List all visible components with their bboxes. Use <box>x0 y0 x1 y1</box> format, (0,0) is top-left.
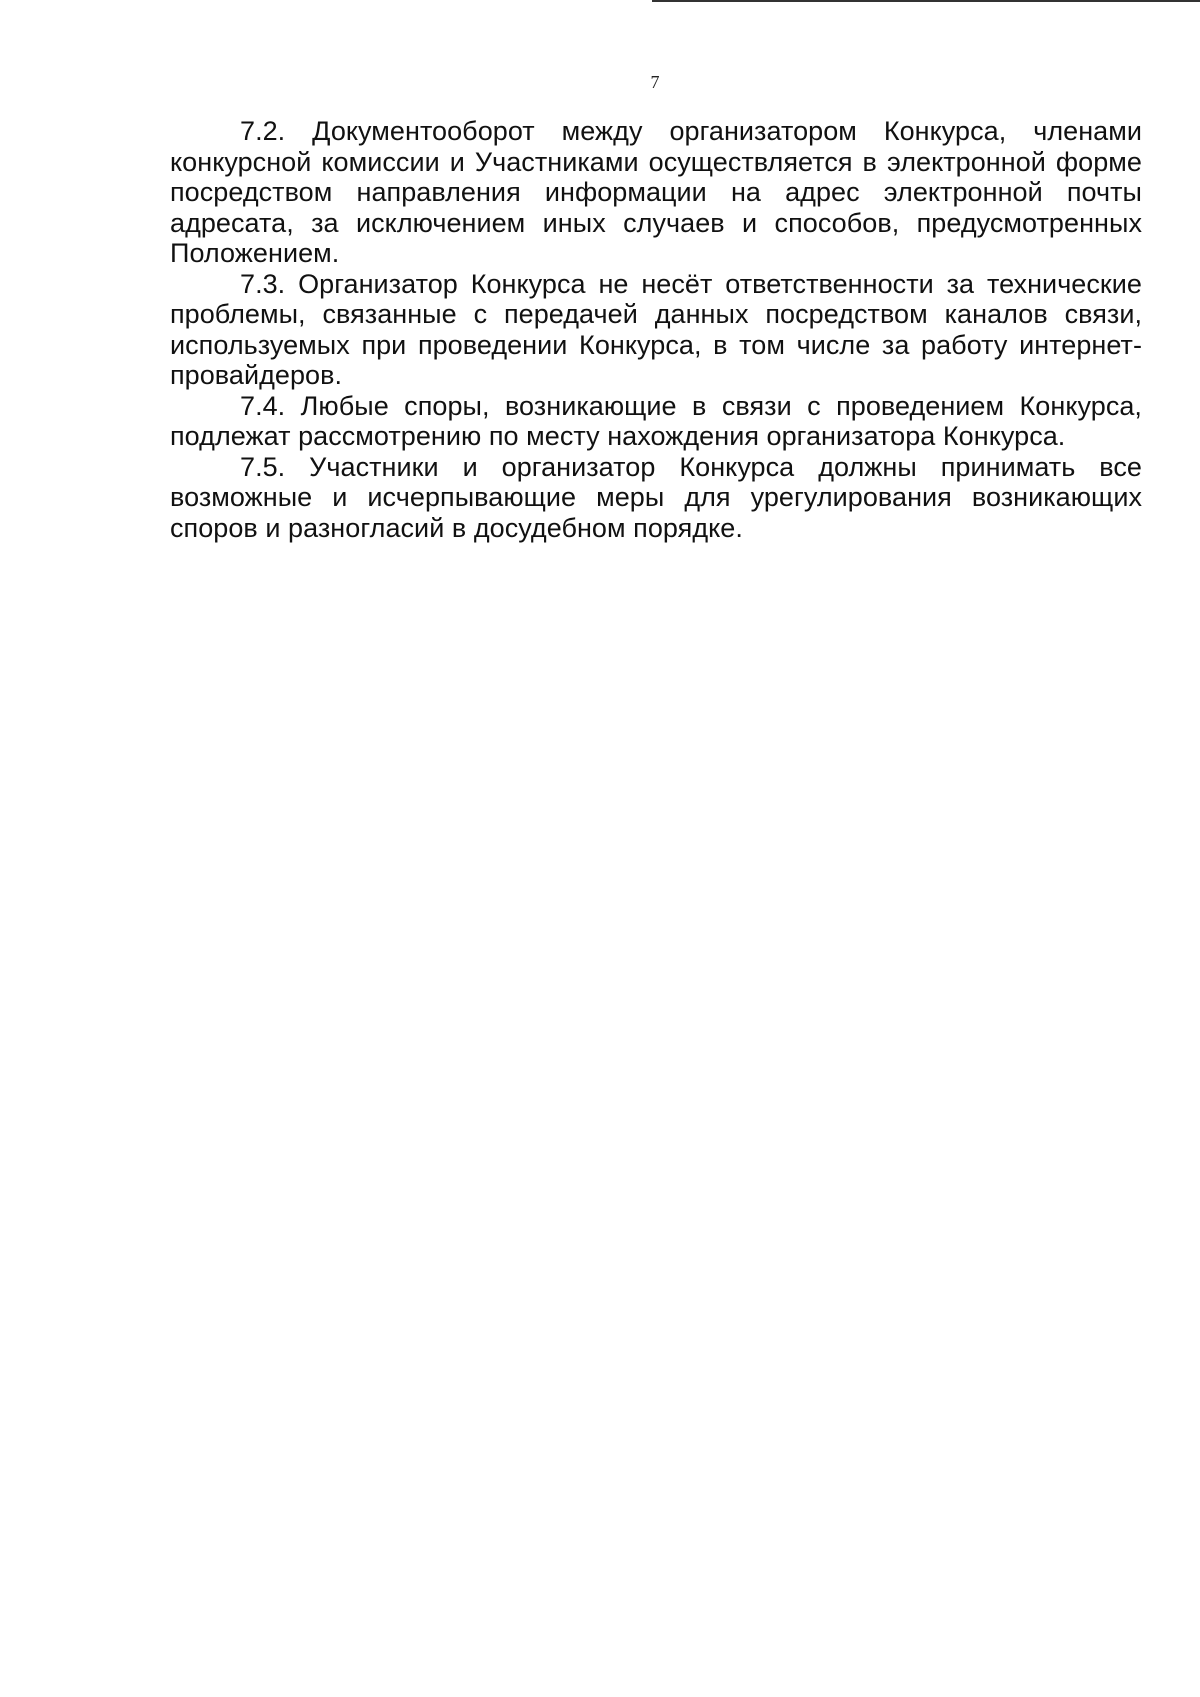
paragraph-7-4: 7.4. Любые споры, возникающие в связи с проведением Конкурса, подлежат рассмотрению по месту нахождения организатора Конкурса. <box>170 390 1142 451</box>
scan-top-edge-line <box>652 0 1200 2</box>
paragraph-7-2: 7.2. Документооборот между организатором Конкурса, членами конкурсной комиссии и Участниками осуществляется в электронной форме посредством направления информации на адрес электронной почты адресата, за исключением иных случаев и способов, предусмотренных Положением. <box>170 116 1142 268</box>
paragraph-7-3: 7.3. Организатор Конкурса не несёт ответственности за технические проблемы, связанные с передачей данных посредством каналов связи, используемых при проведении Конкурса, в том числе за работу интернет-провайдеров. <box>170 268 1142 390</box>
paragraph-7-5: 7.5. Участники и организатор Конкурса должны принимать все возможные и исчерпывающие меры для урегулирования возникающих споров и разногласий в досудебном порядке. <box>170 451 1142 543</box>
document-body <box>170 116 1142 543</box>
page-number: 7 <box>650 72 660 92</box>
